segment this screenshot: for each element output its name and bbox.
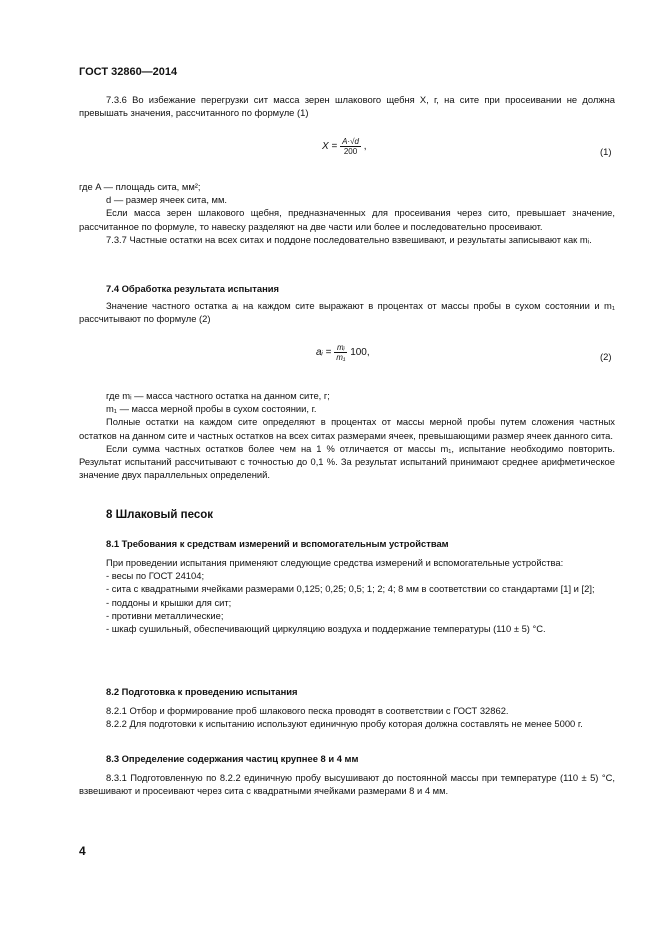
standard-header: ГОСТ 32860—2014 — [79, 66, 178, 78]
heading-8-1: 8.1 Требования к средствам измерений и вспомогательным устройствам — [106, 538, 449, 549]
page-number: 4 — [79, 844, 86, 858]
formula-1-lhs: X — [322, 141, 329, 153]
where-partial-mass: где mᵢ — масса частного остатка на данном сите, г; — [106, 390, 330, 401]
list-item: - поддоны и крышки для сит; — [106, 596, 232, 608]
paragraph-full-residues: Полные остатки на каждом сите определяют в процентах от массы мерной пробы путем сложения частных остатков на данном сите и частных остатков на всех ситах размерами ячеек, превышающими размер ячеек данного сита. — [79, 416, 615, 441]
list-item: - весы по ГОСТ 24104; — [106, 570, 205, 582]
heading-8-3: 8.3 Определение содержания частиц крупнее 8 и 4 мм — [106, 753, 359, 764]
formula-2-tail: 100, — [350, 347, 370, 359]
paragraph-8-3-1: 8.3.1 Подготовленную по 8.2.2 единичную пробу высушивают до постоянной массы при температуре (110 ± 5) °С, взвешивают и просеивают через сита с квадратными ячейками размерами 8 и 4 мм. — [79, 772, 615, 797]
where-block-2 — [79, 389, 615, 481]
paragraph-7-3-7: 7.3.7 Частные остатки на всех ситах и поддоне последовательно взвешивают, и результаты записывают как mᵢ. — [106, 233, 592, 245]
formula-2-denominator: m₁ — [336, 353, 346, 362]
heading-8-2: 8.2 Подготовка к проведению испытания — [106, 686, 298, 697]
formula-1 — [322, 137, 366, 156]
formula-1-tail: , — [363, 141, 367, 153]
heading-8: 8 Шлаковый песок — [106, 509, 213, 521]
list-item: - противни металлические; — [106, 609, 224, 621]
formula-2 — [316, 343, 370, 362]
paragraph-8-2-2: 8.2.2 Для подготовки к испытанию используют единичную пробу которая должна составлять не менее 5000 г. — [106, 718, 583, 730]
list-item: - шкаф сушильный, обеспечивающий циркуляцию воздуха и поддержание температуры (110 ± 5) °С. — [106, 623, 546, 635]
section-8-2-body — [79, 704, 615, 730]
paragraph-sum-check: Если сумма частных остатков более чем на 1 % отличается от массы m₁, испытание необходимо повторить. Результат испытаний рассчитывают с точностью до 0,1 %. За результат испытаний принимают среднее арифметическое значение двух параллельных определений. — [79, 442, 615, 481]
where-area: где A — площадь сита, мм²; — [79, 181, 201, 192]
paragraph-8-1: При проведении испытания применяют следующие средства измерений и вспомогательные устройства: — [106, 557, 564, 568]
paragraph-7-4: Значение частного остатка aᵢ на каждом сите выражают в процентах от массы пробы в сухом состоянии и m₁ рассчитывают по формуле (2) — [79, 300, 615, 325]
where-block-1 — [79, 180, 615, 246]
formula-1-label: (1) — [600, 146, 612, 157]
formula-1-eq: = — [331, 141, 338, 153]
paragraph-7-3-6: 7.3.6 Во избежание перегрузки сит масса зерен шлакового щебня X, г, на сите при просеивании не должна превышать значения, рассчитанного по формуле (1) — [79, 94, 615, 119]
formula-2-lhs: aᵢ — [316, 347, 323, 359]
formula-2-fraction — [334, 343, 347, 362]
formula-2-eq: = — [325, 347, 332, 359]
where-sample-mass: m₁ — масса мерной пробы в сухом состоянии, г. — [106, 403, 317, 415]
formula-1-numerator: A·√d — [342, 137, 359, 146]
where-mesh: d — размер ячеек сита, мм. — [106, 194, 228, 206]
heading-7-4: 7.4 Обработка результата испытания — [106, 283, 279, 294]
formula-2-numerator: mᵢ — [334, 343, 347, 353]
paragraph-8-2-1: 8.2.1 Отбор и формирование проб шлакового песка проводят в соответствии с ГОСТ 32862. — [106, 705, 509, 716]
formula-2-label: (2) — [600, 351, 612, 362]
list-item: - сита с квадратными ячейками размерами 0,125; 0,25; 0,5; 1; 2; 4; 8 мм в соответствии со стандартами [1] и [2]; — [106, 583, 595, 595]
formula-1-fraction — [340, 137, 361, 156]
formula-1-denominator: 200 — [343, 147, 358, 156]
section-8-1-body — [79, 556, 615, 635]
paragraph-overload: Если масса зерен шлакового щебня, предназначенных для просеивания через сито, превышает значение, рассчитанное по формуле, то навеску разделяют на две части или более и последовательно просеивают. — [79, 207, 615, 232]
